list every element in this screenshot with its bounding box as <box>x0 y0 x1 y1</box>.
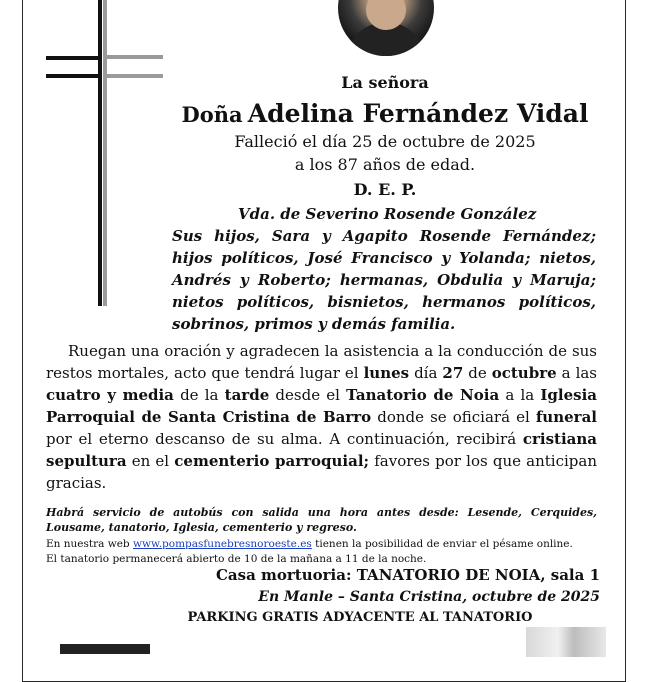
intro-label: La señora <box>341 73 429 92</box>
family-list <box>172 203 596 335</box>
hours-note: El tanatorio permanecerá abierto de 10 de la mañana a 11 de la noche. <box>46 553 427 565</box>
dep-label: D. E. P. <box>353 180 417 199</box>
website-link[interactable]: www.pompasfunebresnoroeste.es <box>133 538 312 550</box>
family-line: sobrinos, primos y demás familia. <box>172 315 456 333</box>
name: Adelina Fernández Vidal <box>247 99 589 128</box>
place-date: En Manle – Santa Cristina, octubre de 2025 <box>258 589 600 605</box>
family-line: hijos políticos, José Francisco y Yolanda; nietos, <box>172 249 596 267</box>
tanatorio-thumbnail <box>526 627 606 657</box>
bus-service-note: Habrá servicio de autobús con salida una hora antes desde: Lesende, Cerquides, Lousame, tanatorio, Iglesia, cementerio y regreso. <box>46 506 597 534</box>
age: a los 87 años de edad. <box>294 155 476 174</box>
company-logo <box>60 644 150 654</box>
casa-mortuoria: Casa mortuoria: TANATORIO DE NOIA, sala 1 <box>215 566 600 584</box>
deceased-name <box>0 101 650 126</box>
ceremony-paragraph: Ruegan una oración y agradecen la asistencia a la conducción de sus restos mortales, acto que tendrá lugar el lunes día 27 de octubre a las cuatro y media de la tarde desde el Tanatorio de Noia a la Iglesia Parroquial de Santa Cristina de Barro donde se oficiará el funeral por el eterno descanso de su alma. A continuación, recibirá cristiana sepultura en el cementerio parroquial; favores por los que anticipan gracias. <box>46 342 598 492</box>
family-line: Andrés y Roberto; hermanas, Obdulia y Maruja; <box>172 271 596 289</box>
family-line: nietos políticos, bisnietos, hermanos políticos, <box>172 293 596 311</box>
death-date: Falleció el día 25 de octubre de 2025 <box>234 132 536 151</box>
deceased-photo <box>338 0 434 56</box>
parking-note: PARKING GRATIS ADYACENTE AL TANATORIO <box>187 610 533 625</box>
honorific: Doña <box>181 102 243 127</box>
family-line: Sus hijos, Sara y Agapito Rosende Fernández; <box>172 227 596 245</box>
web-note: En nuestra web www.pompasfunebresnoroeste.es tienen la posibilidad de enviar el pésame online. <box>46 538 573 550</box>
widow-line: Vda. de Severino Rosende González <box>238 205 537 223</box>
